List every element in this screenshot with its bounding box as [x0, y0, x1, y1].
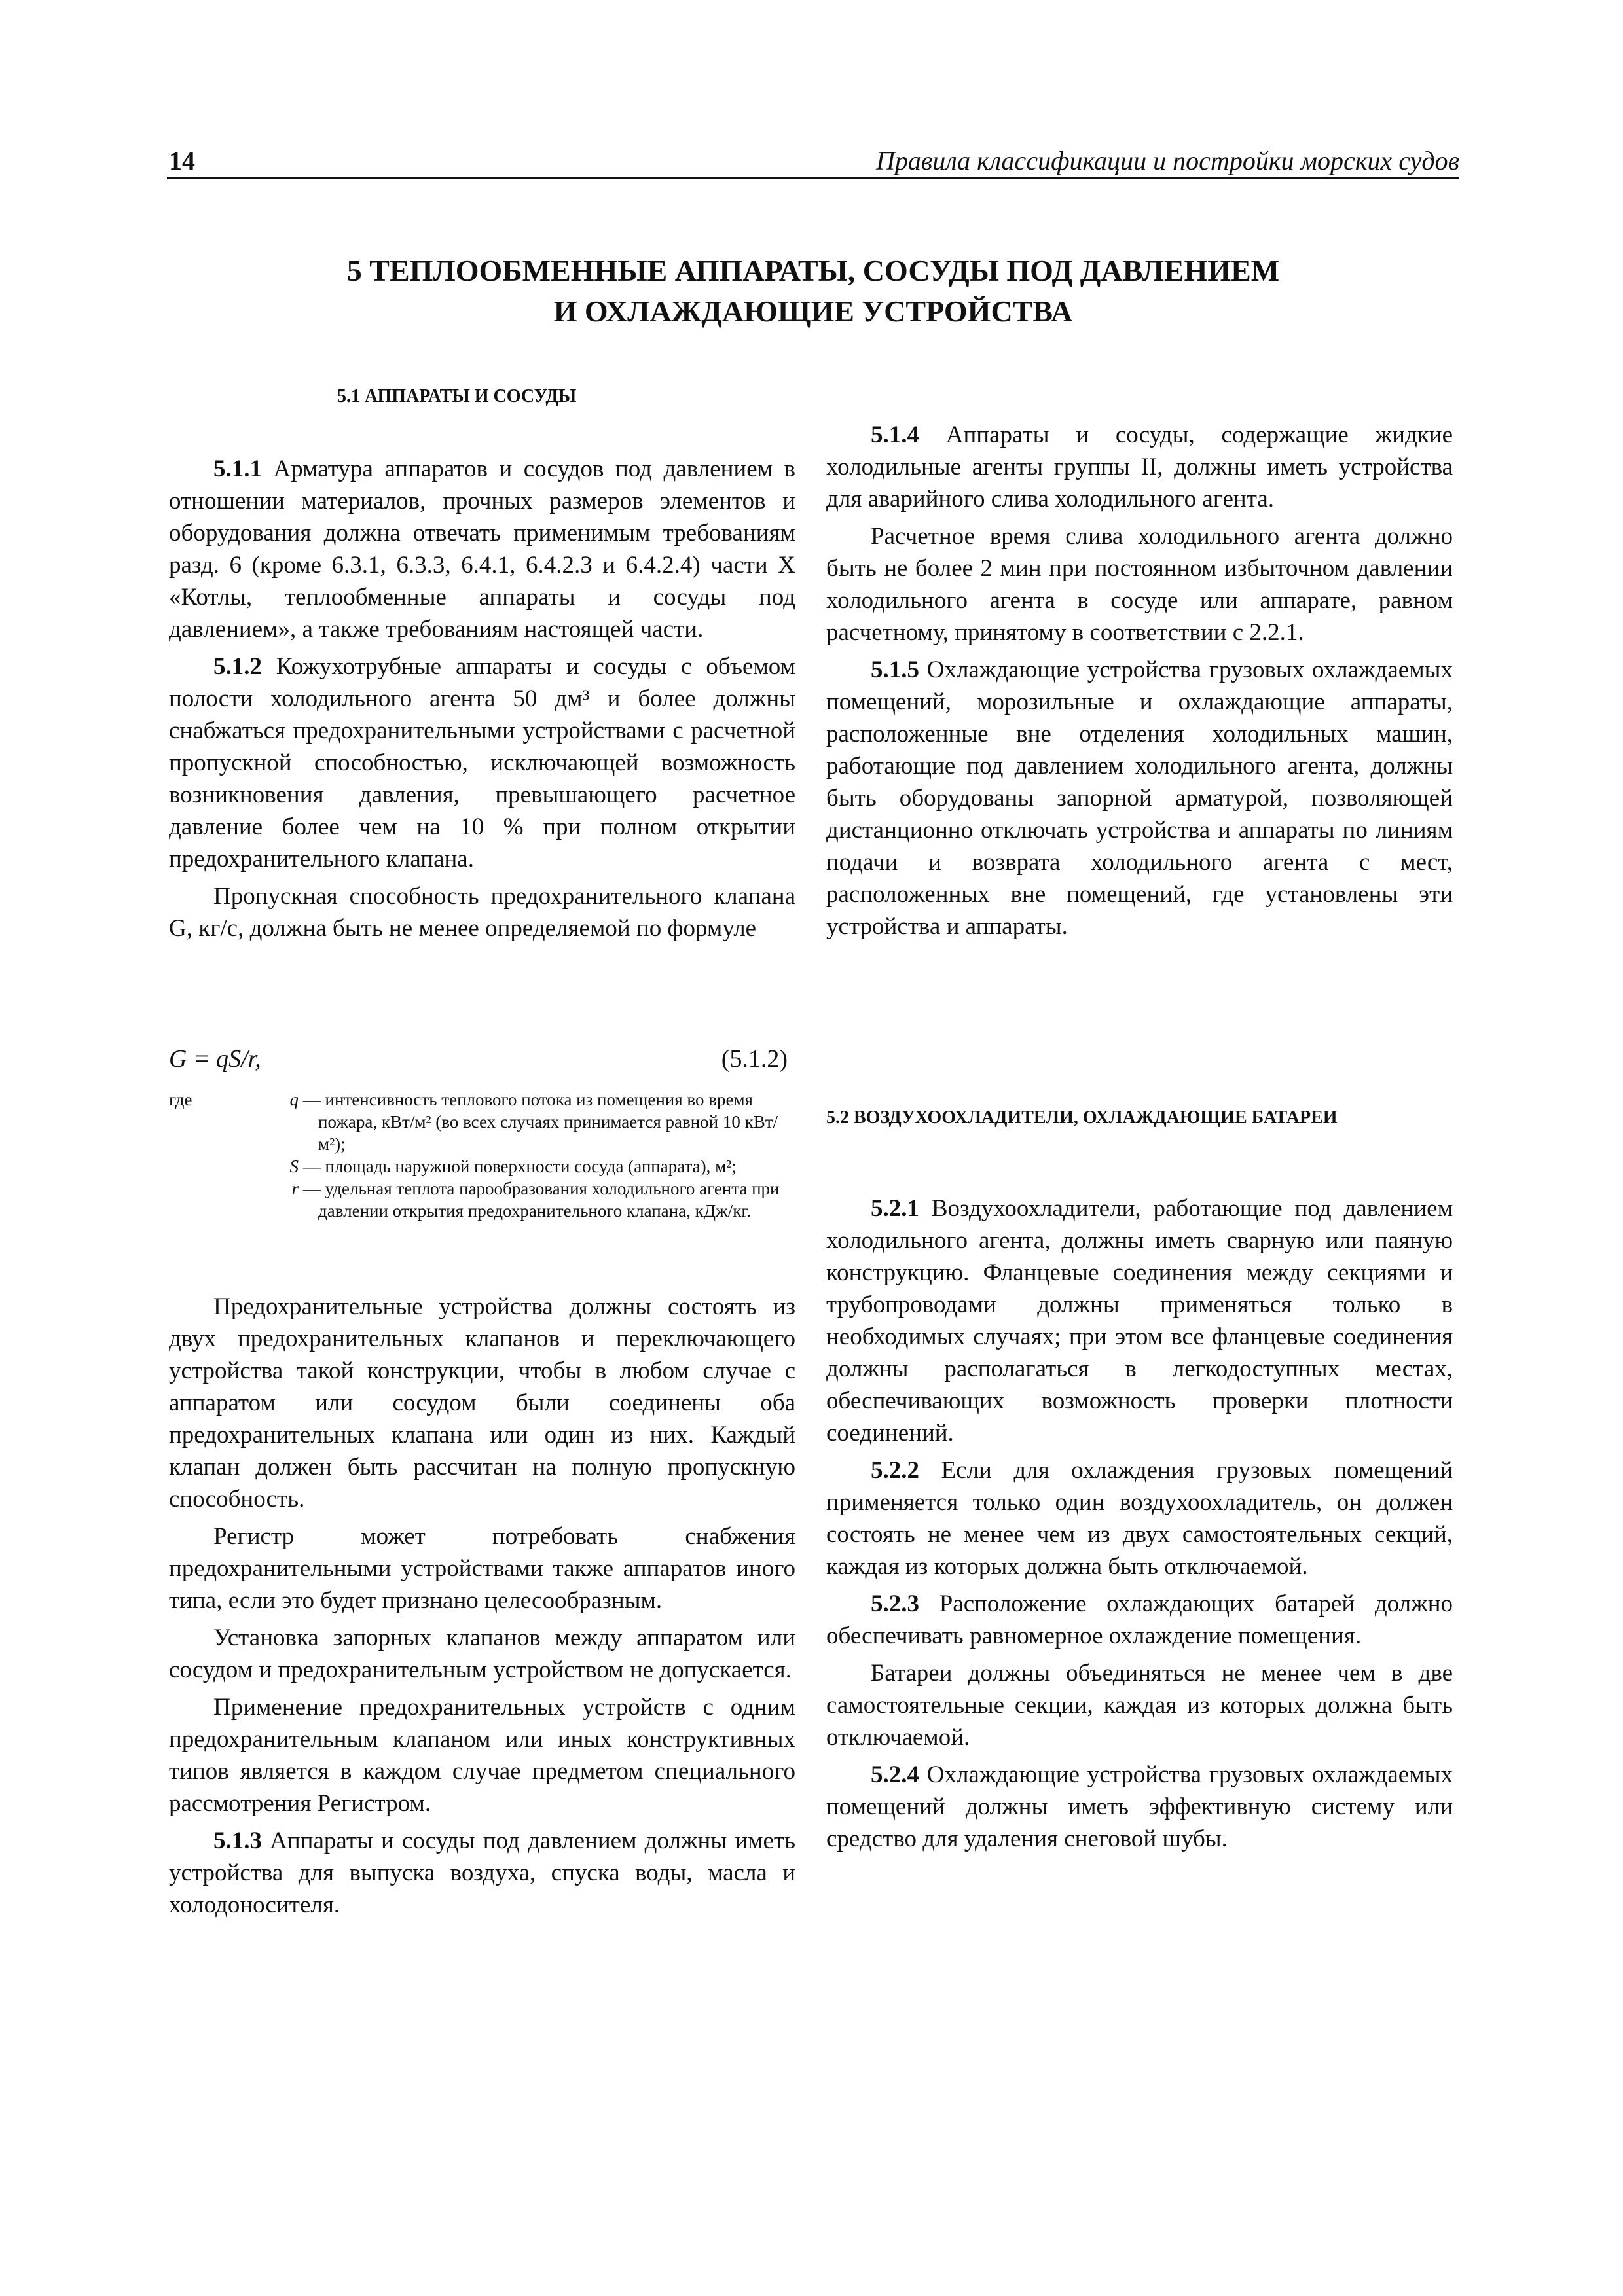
paragraph-safety-devices: Предохранительные устройства должны состоять из двух предохранительных клапанов и переключающего устройства такой конструкции, чтобы в любом случае с аппаратом или сосудом были соединены оба предохранительных клапана или один из них. Каждый клапан должен быть рассчитан на полную пропускную способность. [169, 1293, 795, 1513]
paragraph-5-2-1 [826, 1193, 1453, 1449]
left-column-upper [169, 453, 795, 950]
paragraph-5-2-4 [826, 1759, 1453, 1855]
paragraph-5-1-2 [169, 651, 795, 875]
paragraph-text: Расположение охлаждающих батарей должно обеспечивать равномерное охлаждение помещения. [826, 1590, 1453, 1649]
right-column-upper [826, 419, 1453, 948]
paragraph-5-2-2 [826, 1454, 1453, 1583]
definition-symbol: r [291, 1179, 299, 1198]
page-number: 14 [169, 146, 195, 175]
paragraph-text: Охлаждающие устройства грузовых охлаждаемых помещений должны иметь эффективную систему или средство для удаления снеговой шубы. [826, 1761, 1453, 1852]
clause-number: 5.1.4 [871, 422, 919, 448]
definition-text: — площадь наружной поверхности сосуда (аппарата), м²; [299, 1157, 737, 1176]
definition-text: — интенсивность теплового потока из помещения во время пожара, кВт/м² (во всех случаях принимается равной 10 кВт/м²); [299, 1090, 778, 1154]
paragraph-text: Аппараты и сосуды под давлением должны иметь устройства для выпуска воздуха, спуска воды, масла и холодоносителя. [169, 1827, 795, 1918]
where-label: где [169, 1090, 192, 1109]
clause-number: 5.2.3 [871, 1590, 919, 1617]
clause-number: 5.1.2 [213, 653, 262, 680]
paragraph-text: Арматура аппаратов и сосудов под давлением в отношении материалов, прочных размеров элементов и оборудования должна отвечать применимым требованиям разд. 6 (кроме 6.3.1, 6.3.3, 6.4.1, 6.4.2.3 и 6.4.2.4) части X «Котлы, теплообменные аппараты и сосуды под давлением», а также требованиям настоящей части. [169, 456, 795, 643]
paragraph-5-1-1 [169, 453, 795, 645]
clause-number: 5.1.5 [871, 656, 919, 683]
paragraph-single-valve: Применение предохранительных устройств с одним предохранительным клапаном или иных конструктивных типов является в каждом случае предметом специального рассмотрения Регистром. [169, 1694, 795, 1817]
chapter-title-line2: И ОХЛАЖДАЮЩИЕ УСТРОЙСТВА [553, 295, 1073, 328]
section-heading-5-1: 5.1 АППАРАТЫ И СОСУДЫ [337, 386, 577, 406]
paragraph-register: Регистр может потребовать снабжения предохранительными устройствами также аппаратов иного типа, если это будет признано целесообразным. [169, 1523, 795, 1614]
definition-symbol: q [289, 1090, 299, 1109]
definition-s [169, 1155, 788, 1177]
paragraph-text: Аппараты и сосуды, содержащие жидкие холодильные агенты группы II, должны иметь устройства для аварийного слива холодильного агента. [826, 422, 1453, 512]
definition-text: — удельная теплота парообразования холодильного агента при давлении открытия предохранительного клапана, кДж/кг. [299, 1179, 780, 1221]
paragraph-batteries: Батареи должны объединяться не менее чем в две самостоятельные секции, каждая из которых должна быть отключаемой. [826, 1660, 1453, 1751]
paragraph-5-2-3 [826, 1588, 1453, 1652]
definition-q [169, 1088, 788, 1155]
paragraph-5-1-5 [826, 654, 1453, 942]
paragraph-text: Охлаждающие устройства грузовых охлаждаемых помещений, морозильные и охлаждающие аппараты, расположенные вне отделения холодильных машин, работающие под давлением холодильного агента, должны быть оборудованы запорной арматурой, позволяющей дистанционно отключать устройства и аппараты по линиям подачи и возврата холодильного агента с мест, расположенных вне помещений, где установлены эти устройства и аппараты. [826, 656, 1453, 940]
paragraph-text: Если для охлаждения грузовых помещений применяется только один воздухоохладитель, он должен состоять не менее чем из двух самостоятельных секций, каждая из которых должна быть отключаемой. [826, 1457, 1453, 1580]
section-heading-5-2: 5.2 ВОЗДУХООХЛАДИТЕЛИ, ОХЛАЖДАЮЩИЕ БАТАРЕИ [826, 1107, 1338, 1128]
header-rule [167, 177, 1459, 179]
formula-number: (5.1.2) [721, 1045, 788, 1073]
right-column-lower [826, 1193, 1453, 1860]
paragraph-text: Кожухотрубные аппараты и сосуды с объемом полости холодильного агента 50 дм³ и более должны снабжаться предохранительными устройствами с расчетной пропускной способностью, исключающей возможность возникновения давления, превышающего расчетное давление более чем на 10 % при полном открытии предохранительного клапана. [169, 653, 795, 872]
formula [169, 1045, 788, 1073]
paragraph-capacity: Пропускная способность предохранительного клапана G, кг/с, должна быть не менее определяемой по формуле [169, 883, 795, 942]
formula-expression: G = qS/r, [169, 1045, 261, 1073]
paragraph-shutoff-valves: Установка запорных клапанов между аппаратом или сосудом и предохранительным устройством не допускается. [169, 1624, 795, 1683]
left-column-lower [169, 1291, 795, 1926]
paragraph-5-1-4 [826, 419, 1453, 515]
definition-symbol: S [289, 1157, 299, 1176]
chapter-title [167, 251, 1459, 332]
clause-number: 5.2.4 [871, 1761, 919, 1788]
definition-r [169, 1177, 788, 1222]
clause-number: 5.2.2 [871, 1457, 919, 1484]
clause-number: 5.2.1 [871, 1195, 919, 1222]
paragraph-drain-time: Расчетное время слива холодильного агента должно быть не более 2 мин при постоянном избыточном давлении холодильного агента в сосуде или аппарате, равном расчетному, принятому в соответствии с 2.2.1. [826, 523, 1453, 646]
chapter-title-line1: 5 ТЕПЛООБМЕННЫЕ АППАРАТЫ, СОСУДЫ ПОД ДАВЛЕНИЕМ [346, 254, 1280, 287]
clause-number: 5.1.1 [213, 456, 262, 482]
formula-definitions [169, 1088, 788, 1222]
paragraph-text: Воздухоохладители, работающие под давлением холодильного агента, должны иметь сварную или паяную конструкцию. Фланцевые соединения между секциями и трубопроводами должны применяться только в необходимых случаях; при этом все фланцевые соединения должны располагаться в легкодоступных местах, обеспечивающих возможность проверки плотности соединений. [826, 1195, 1453, 1446]
paragraph-5-1-3 [169, 1825, 795, 1921]
clause-number: 5.1.3 [213, 1827, 262, 1854]
running-title: Правила классификации и постройки морских судов [875, 146, 1459, 175]
